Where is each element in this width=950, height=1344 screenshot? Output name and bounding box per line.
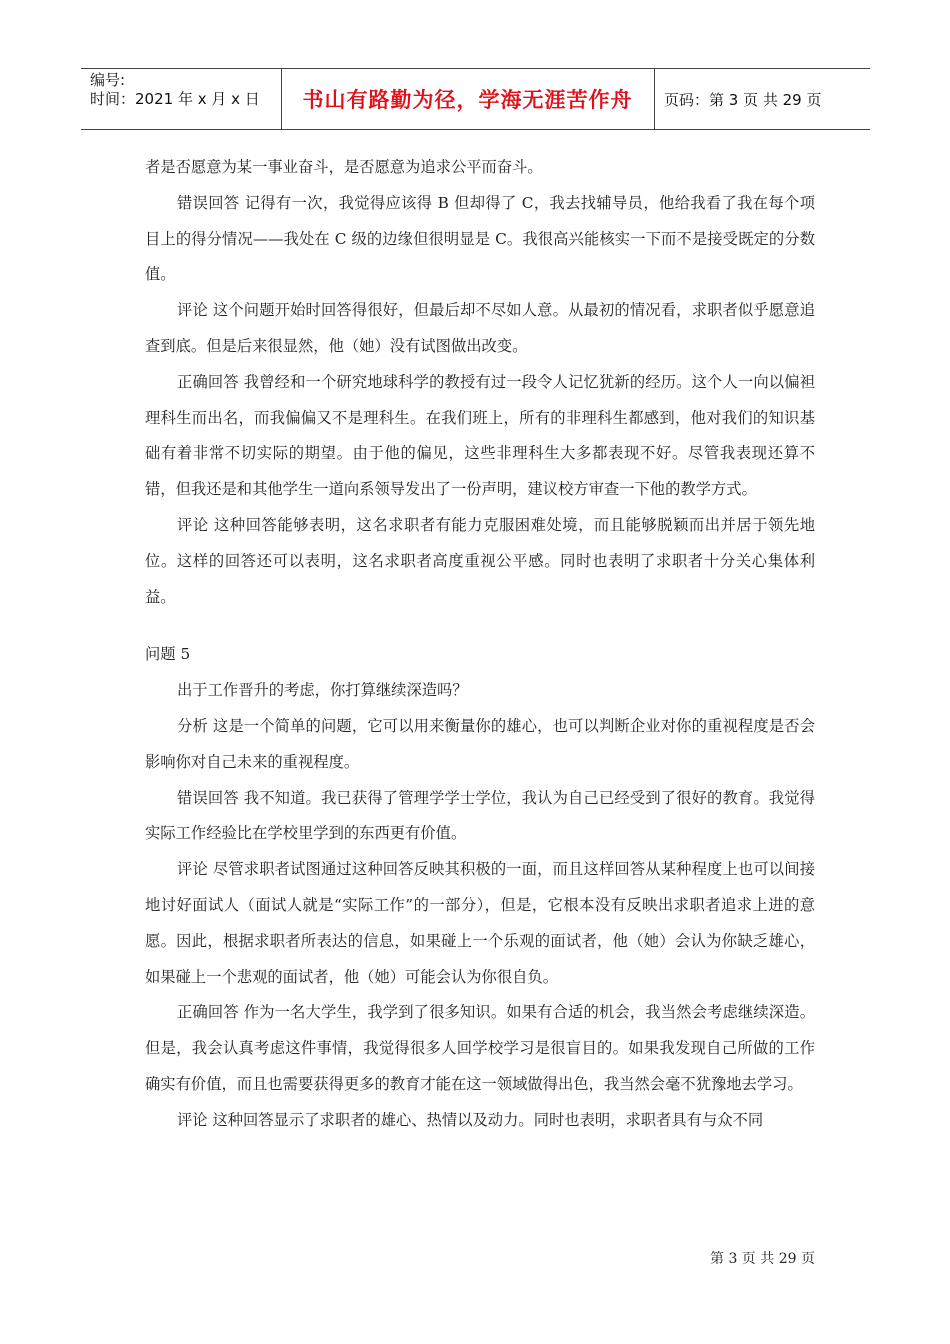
page-footer: 第 3 页 共 29 页 [710, 1251, 815, 1267]
paragraph-wrong-answer: 错误回答 我不知道。我已获得了管理学学士学位，我认为自己已经受到了很好的教育。我觉得实际工作经验比在学校里学到的东西更有价值。 [145, 788, 815, 843]
header-motto: 书山有路勤为径，学海无涯苦作舟 [302, 88, 633, 112]
question-heading: 问题 5 [145, 645, 191, 664]
paragraph-wrong-answer: 错误回答 记得有一次，我觉得应该得 B 但却得了 C，我去找辅导员，他给我看了我在每个项目上的得分情况——我处在 C 级的边缘但很明显是 C。我很高兴能核实一下而不是接受既定的分数值。 [145, 193, 815, 284]
paragraph-correct-answer: 正确回答 作为一名大学生，我学到了很多知识。如果有合适的机会，我当然会考虑继续深造。但是，我会认真考虑这件事情，我觉得很多人回学校学习是很盲目的。如果我发现自己所做的工作确实有价值，而且也需要获得更多的教育才能在这一领域做得出色，我当然会毫不犹豫地去学习。 [145, 1003, 815, 1093]
page-header [81, 68, 870, 130]
paragraph-analysis: 分析 这是一个简单的问题，它可以用来衡量你的雄心，也可以判断企业对你的重视程度是否会影响你对自己未来的重视程度。 [145, 716, 815, 771]
paragraph-continuation: 者是否愿意为某一事业奋斗，是否愿意为追求公平而奋斗。 [145, 158, 543, 176]
paragraph-comment: 评论 尽管求职者试图通过这种回答反映其积极的一面，而且这样回答从某种程度上也可以间接地讨好面试人（面试人就是“实际工作”的一部分），但是，它根本没有反映出求职者追求上进的意愿。因此，根据求职者所表达的信息，如果碰上一个乐观的面试者，他（她）会认为你缺乏雄心，如果碰上一个悲观的面试者，他（她）可能会认为你很自负。 [145, 860, 815, 986]
document-body [145, 150, 815, 1139]
header-page-info: 页码：第 3 页 共 29 页 [664, 90, 822, 109]
header-page-cell [654, 69, 870, 129]
paragraph-comment: 评论 这种回答显示了求职者的雄心、热情以及动力。同时也表明，求职者具有与众不同 [177, 1110, 764, 1129]
section-gap [145, 615, 815, 637]
paragraph-correct-answer: 正确回答 我曾经和一个研究地球科学的教授有过一段令人记忆犹新的经历。这个人一向以偏袒理科生而出名，而我偏偏又不是理科生。在我们班上，所有的非理科生都感到，他对我们的知识基础有着非常不切实际的期望。由于他的偏见，这些非理科生大多都表现不好。尽管我表现还算不错，但我还是和其他学生一道向系领导发出了一份声明，建议校方审查一下他的教学方式。 [145, 372, 815, 499]
header-motto-cell [281, 69, 655, 129]
document-number-label: 编号: [90, 71, 126, 89]
header-left-cell [81, 69, 282, 129]
paragraph-comment: 评论 这个问题开始时回答得很好，但最后却不尽如人意。从最初的情况看，求职者似乎愿意追查到底。但是后来很显然，他（她）没有试图做出改变。 [145, 301, 815, 355]
question-text: 出于工作晋升的考虑，你打算继续深造吗？ [177, 681, 468, 700]
paragraph-comment: 评论 这种回答能够表明，这名求职者有能力克服困难处境，而且能够脱颖而出并居于领先地位。这样的回答还可以表明，这名求职者高度重视公平感。同时也表明了求职者十分关心集体利益。 [145, 515, 815, 606]
document-date-label: 时间：2021 年 x 月 x 日 [90, 90, 260, 108]
